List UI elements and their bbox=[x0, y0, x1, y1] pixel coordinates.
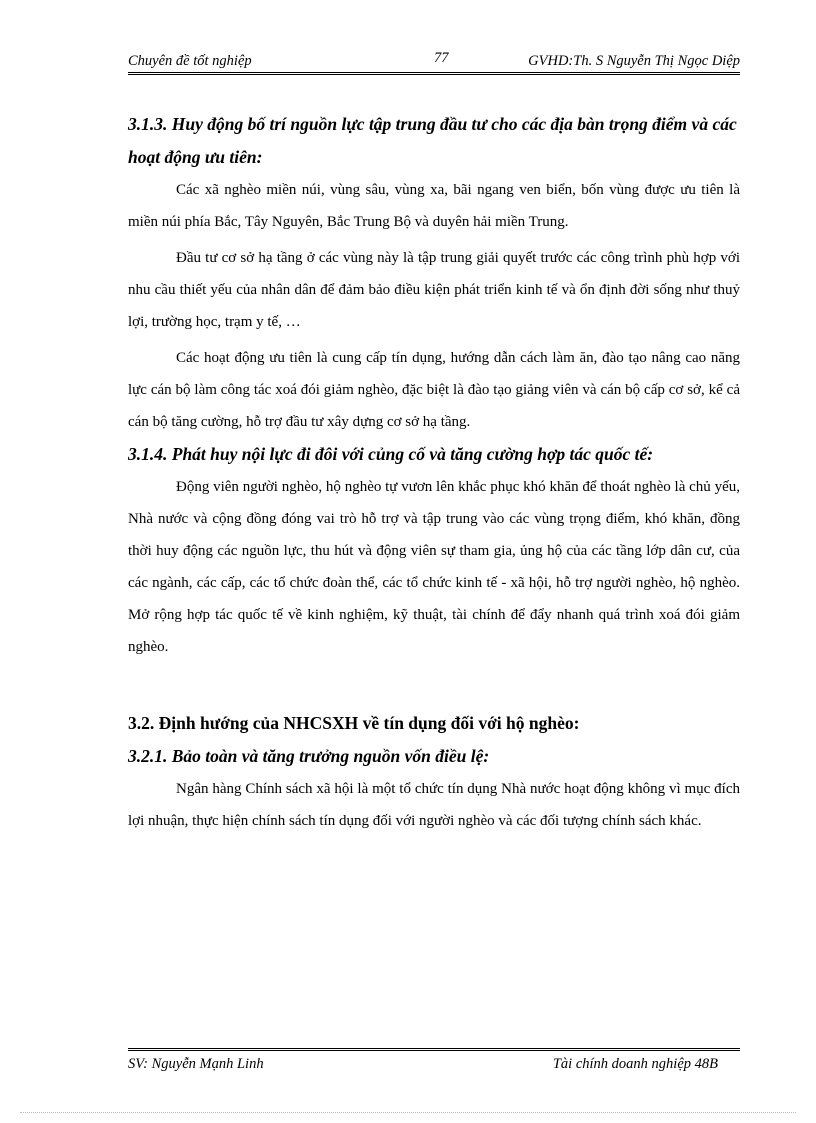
heading-3-2-1: 3.2.1. Bảo toàn và tăng trưởng nguồn vốn điều lệ: bbox=[128, 746, 490, 766]
footer-divider bbox=[128, 1048, 740, 1051]
page-edge-dotted-line bbox=[20, 1112, 796, 1113]
footer-student: SV: Nguyễn Mạnh Linh bbox=[128, 1056, 264, 1072]
header-supervisor: GVHD:Th. S Nguyễn Thị Ngọc Diệp bbox=[528, 53, 740, 69]
heading-3-1-4: 3.1.4. Phát huy nội lực đi đôi với củng cố và tăng cường hợp tác quốc tế: bbox=[128, 444, 654, 464]
header-divider bbox=[128, 72, 740, 75]
header-document-title: Chuyên đề tốt nghiệp bbox=[128, 53, 252, 69]
page-header bbox=[128, 50, 740, 72]
paragraph-3-1-4-1: Động viên người nghèo, hộ nghèo tự vươn lên khắc phục khó khăn để thoát nghèo là chủ yếu, Nhà nước và cộng đồng đóng vai trò hỗ trợ và tập trung vào các vùng trọng điểm, khó khăn, đồng thời huy động các nguồn lực, thu hút và động viên sự tham gia, ủng hộ của các tầng lớp dân cư, của các ngành, các cấp, các tổ chức đoàn thể, các tổ chức kinh tế - xã hội, hỗ trợ người nghèo, hộ nghèo. Mở rộng hợp tác quốc tế về kinh nghiệm, kỹ thuật, tài chính để đẩy nhanh quá trình xoá đói giảm nghèo. bbox=[128, 479, 740, 655]
heading-3-2: 3.2. Định hướng của NHCSXH về tín dụng đối với hộ nghèo: bbox=[128, 713, 580, 733]
footer-class: Tài chính doanh nghiệp 48B bbox=[552, 1056, 718, 1072]
paragraph-3-1-3-2: Đầu tư cơ sở hạ tầng ở các vùng này là tập trung giải quyết trước các công trình phù hợp với nhu cầu thiết yếu của nhân dân để đảm bảo điều kiện phát triển kinh tế và ổn định đời sống như thuỷ lợi, trường học, trạm y tế, … bbox=[128, 250, 740, 330]
paragraph-3-1-3-1: Các xã nghèo miền núi, vùng sâu, vùng xa, bãi ngang ven biển, bốn vùng được ưu tiên là miền núi phía Bắc, Tây Nguyên, Bắc Trung Bộ và duyên hải miền Trung. bbox=[128, 182, 740, 230]
paragraph-3-1-3-3: Các hoạt động ưu tiên là cung cấp tín dụng, hướng dẫn cách làm ăn, đào tạo nâng cao năng lực cán bộ làm công tác xoá đói giảm nghèo, đặc biệt là đào tạo giảng viên và cán bộ cấp cơ sở, kể cả cán bộ tăng cường, hỗ trợ đầu tư xây dựng cơ sở hạ tầng. bbox=[128, 350, 740, 430]
heading-3-1-3: 3.1.3. Huy động bố trí nguồn lực tập trung đầu tư cho các địa bàn trọng điểm và các hoạt động ưu tiên: bbox=[128, 114, 737, 167]
page-body bbox=[128, 108, 740, 837]
paragraph-3-2-1-1: Ngân hàng Chính sách xã hội là một tổ chức tín dụng Nhà nước hoạt động không vì mục đích lợi nhuận, thực hiện chính sách tín dụng đối với người nghèo và các đối tượng chính sách khác. bbox=[128, 781, 740, 829]
page-number: 77 bbox=[434, 50, 449, 66]
